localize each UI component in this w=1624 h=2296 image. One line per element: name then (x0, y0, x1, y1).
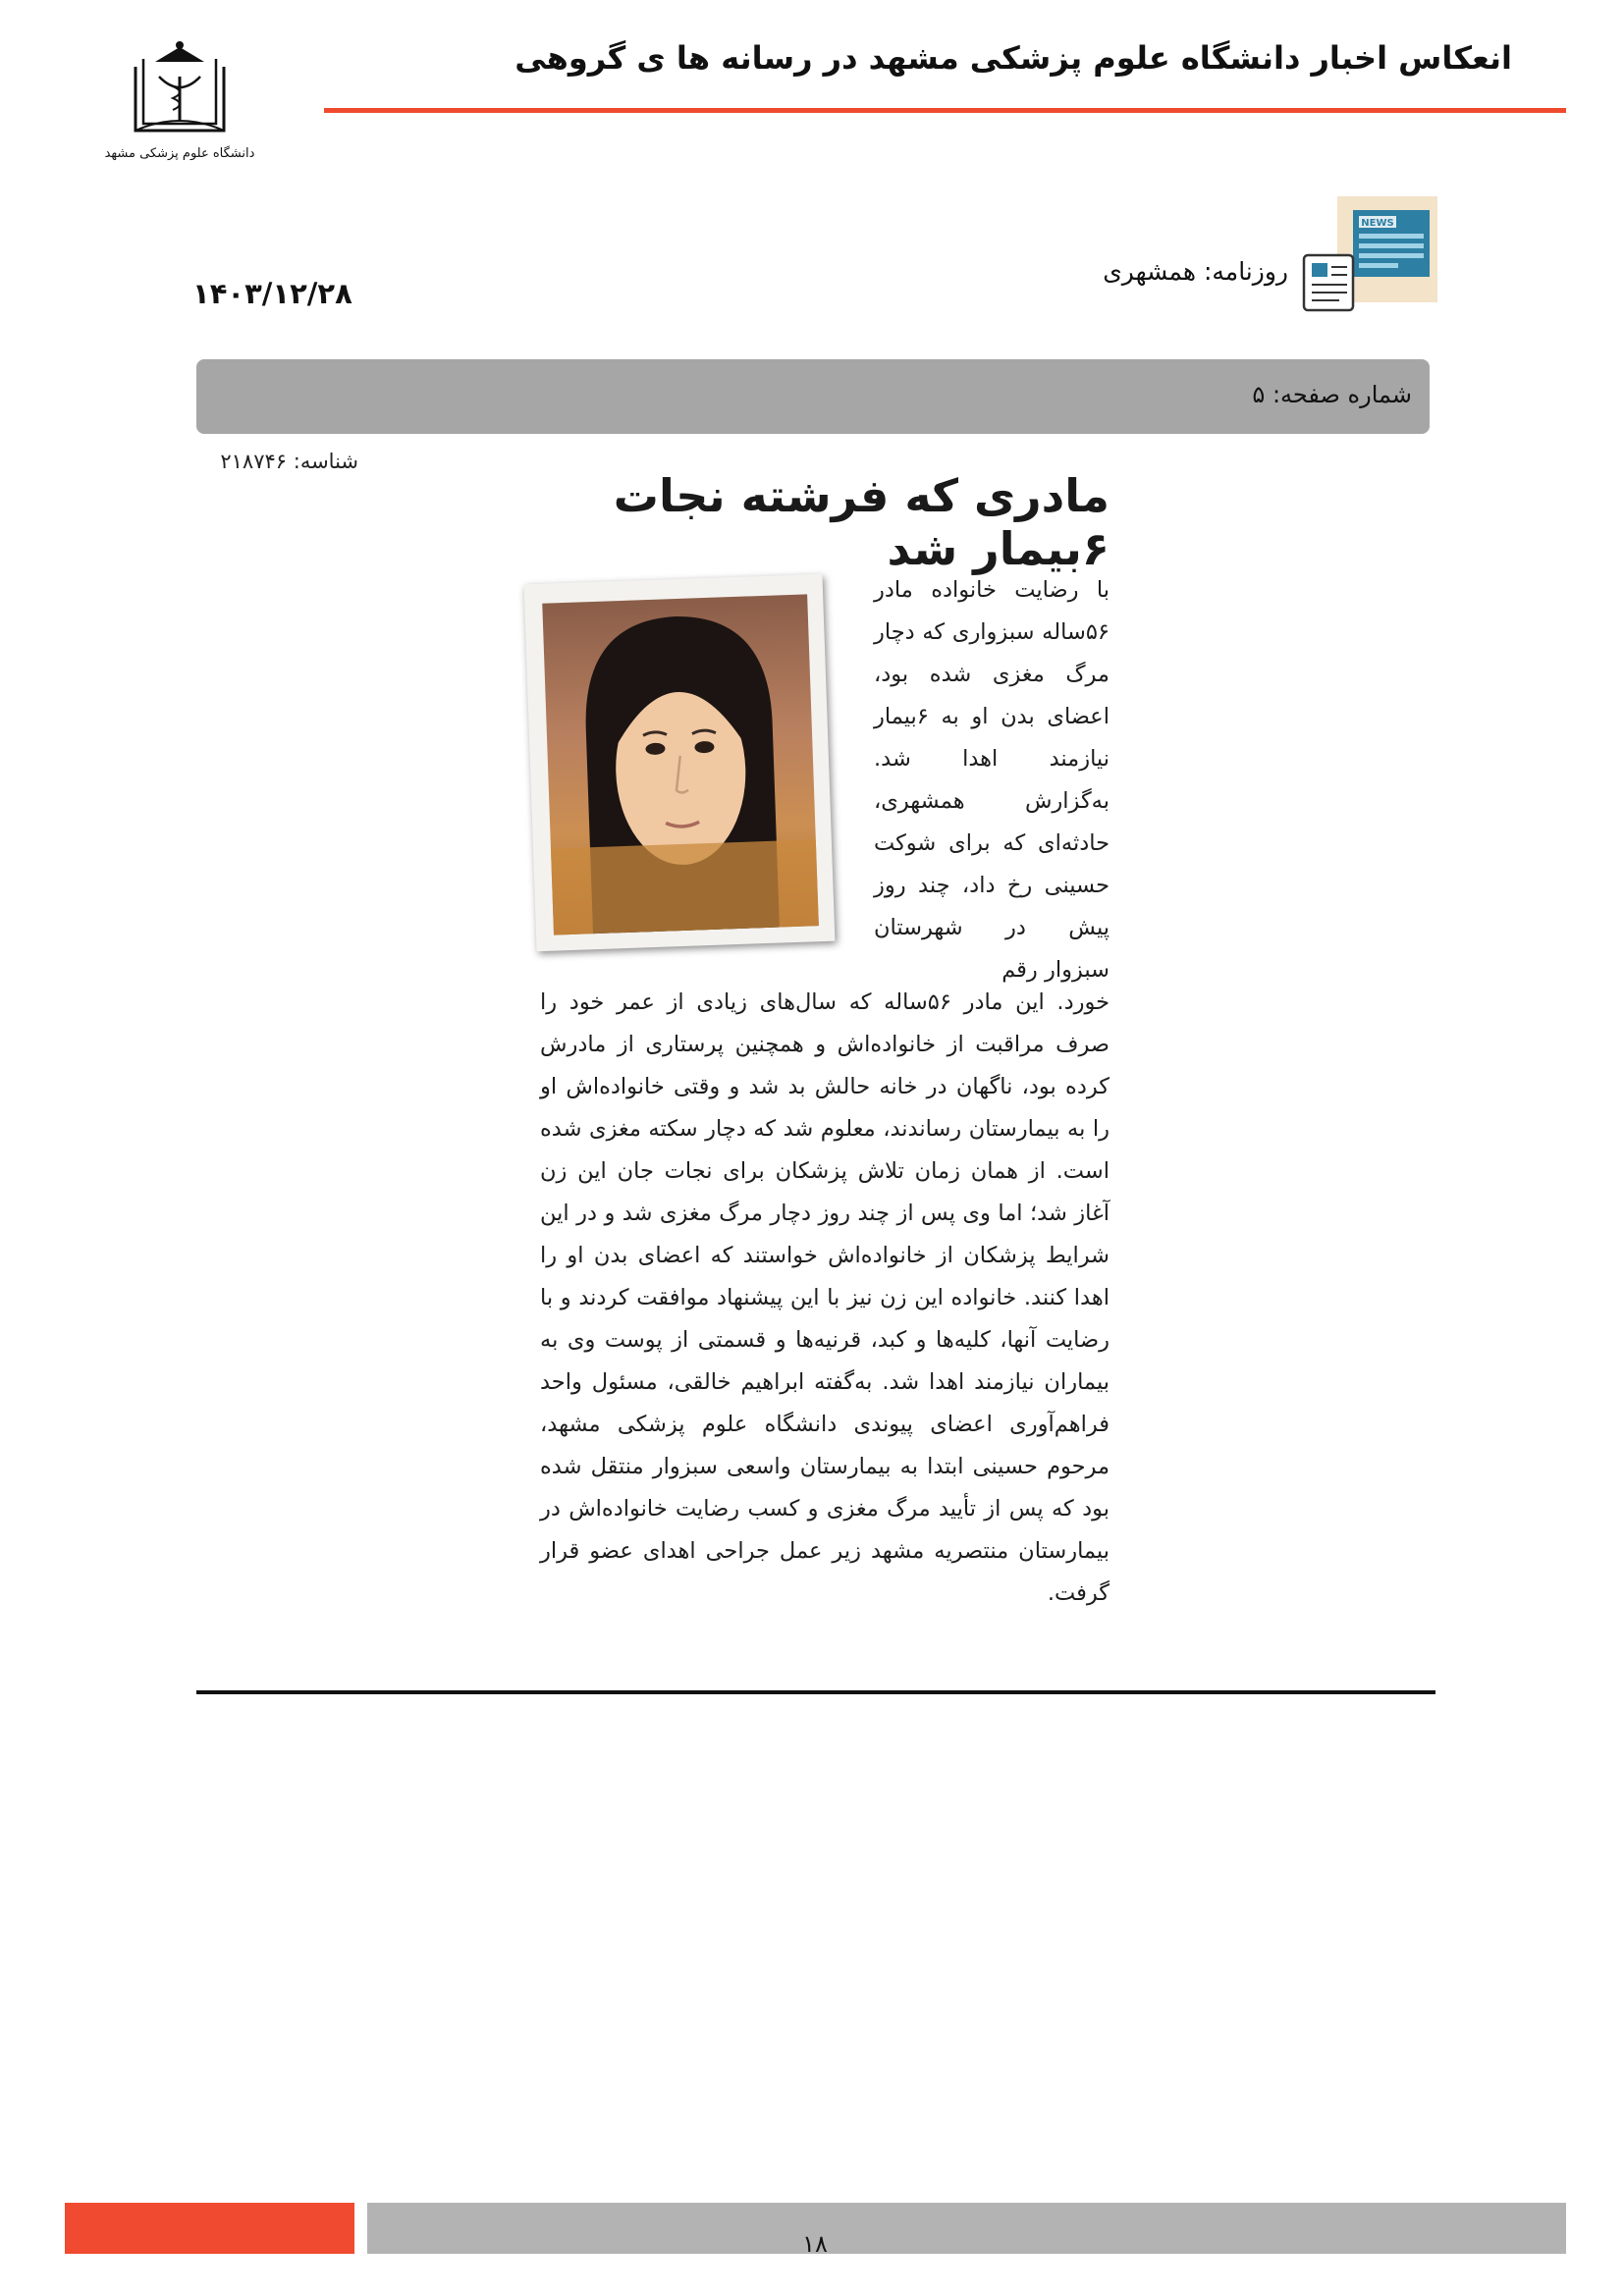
article-title: مادری که فرشته نجات ۶بیمار شد (613, 469, 1110, 575)
footer-accent-bar (65, 2203, 354, 2254)
page-number-bar (196, 359, 1430, 434)
article-paragraph-1: با رضایت خانواده مادر ۵۶ساله سبزواری که دچار مرگ مغزی شده بود، اعضای بدن او به ۶بیمار نیازمند اهدا شد. به‌گزارش همشهری، حادثه‌ای که برای شوکت حسینی رخ داد، چند روز پیش در شهرستان سبزوار رقم (874, 577, 1110, 983)
portrait-photo (542, 594, 819, 934)
article-photo (524, 574, 836, 951)
university-logo (104, 37, 255, 165)
article-clipping (530, 461, 1110, 1610)
publish-date: ۱۴۰۳/۱۲/۲۸ (192, 277, 352, 310)
logo-caption: دانشگاه علوم پزشکی مشهد (104, 146, 255, 161)
newspaper-label: روزنامه: همشهری (1103, 257, 1288, 286)
header-title: انعکاس اخبار دانشگاه علوم پزشکی مشهد در رسانه ها ی گروهی (514, 39, 1512, 77)
article-paragraph-2: خورد. این مادر ۵۶ساله که سال‌های زیادی از عمر خود را صرف مراقبت از خانواده‌اش و همچنین پرستاری از مادرش کرده بود، ناگهان در خانه حالش بد شد و وقتی خانواده‌اش او را به بیمارستان رساندند، معلوم شد که دچار سکته مغزی شده است. از همان زمان تلاش پزشکان برای نجات جان این زن آغاز شد؛ اما وی پس از چند روز دچار مرگ مغزی شد و در این شرایط پزشکان از خانواده‌اش خواستند که اعضای بدن او را اهدا کنند. خانواده این زن نیز با این پیشنهاد موافقت کردند و با رضایت آنها، کلیه‌ها و کبد، قرنیه‌ها و قسمتی از پوست وی به بیماران نیازمند اهدا شد. به‌گفته ابراهیم خالقی، مسئول واحد فراهم‌آوری اعضای پیوندی دانشگاه علوم پزشکی مشهد، مرحوم حسینی ابتدا به بیمارستان واسعی سبزوار منتقل شده بود که پس از تأیید مرگ مغزی و کسب رضایت خانواده‌اش در بیمارستان منتصریه مشهد زیر عمل جراحی اهدای عضو قرار گرفت. (540, 989, 1110, 1606)
page-number-label: شماره صفحه: ۵ (1252, 381, 1412, 408)
document-id-label: شناسه: ۲۱۸۷۴۶ (220, 450, 358, 473)
header-rule (324, 108, 1566, 113)
footer-page-number: ۱۸ (802, 2230, 828, 2258)
content-end-rule (196, 1690, 1435, 1694)
svg-text:NEWS: NEWS (1361, 218, 1394, 229)
footer-grey-bar (367, 2203, 1566, 2254)
newspaper-icon (1304, 196, 1437, 312)
